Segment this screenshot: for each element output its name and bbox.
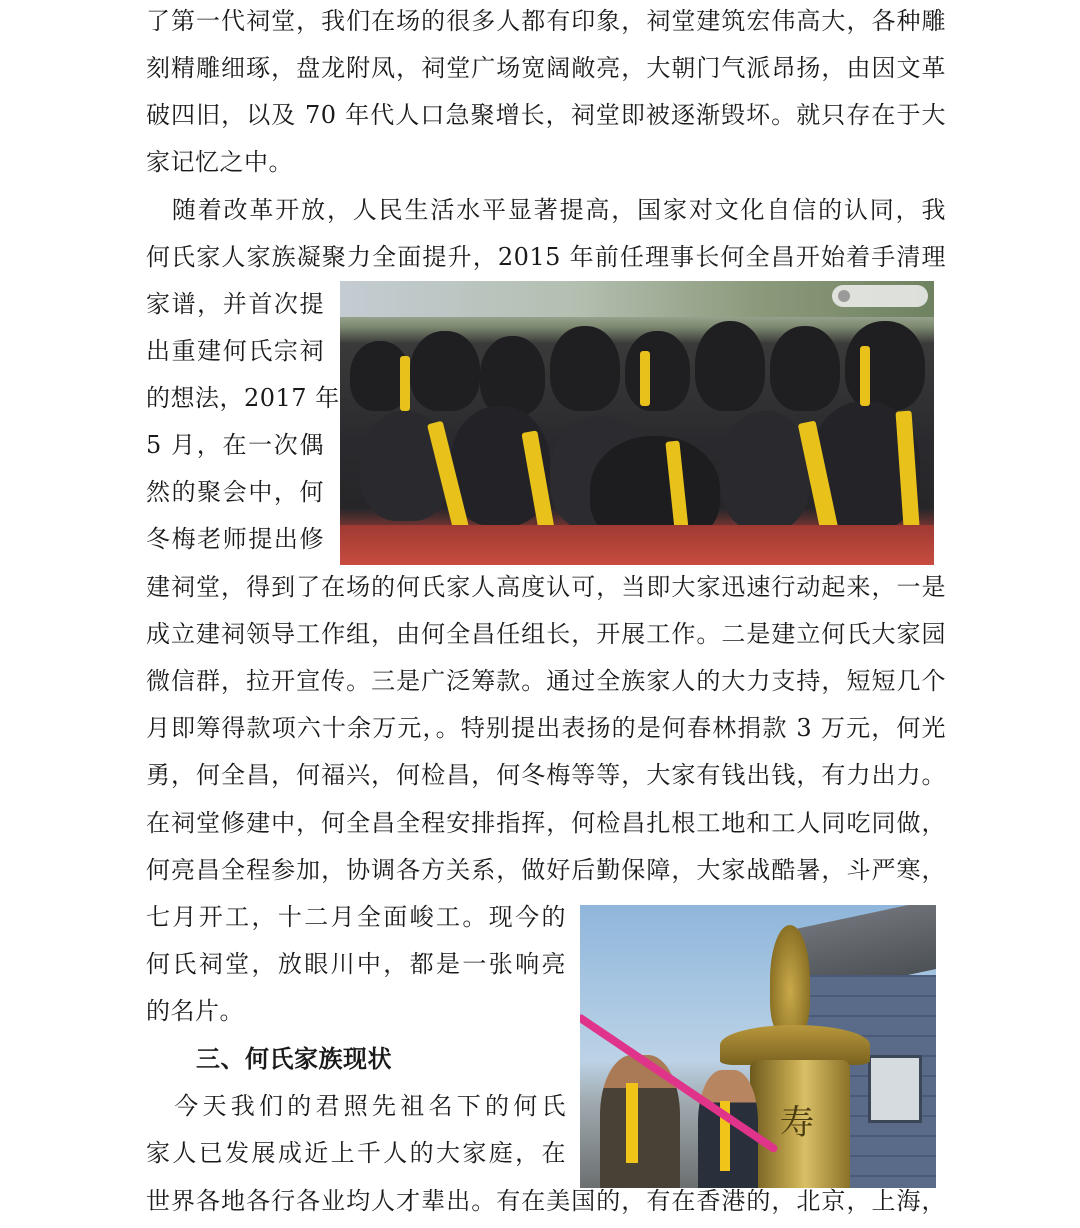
photo-sash [640, 351, 650, 406]
paragraph-line: 家人已发展成近上千人的大家庭，在 [146, 1139, 566, 1167]
watermark-badge [832, 285, 928, 307]
paragraph-line: 微信群，拉开宣传。三是广泛筹款。通过全族家人的大力支持，短短几个 [146, 667, 946, 695]
paragraph-line: 出重建何氏宗祠 [146, 337, 324, 365]
photo-figure [845, 321, 925, 411]
photo-figure [625, 331, 690, 411]
paragraph-line: 然的聚会中，何 [146, 478, 324, 506]
paragraph-line: 家谱，并首次提 [146, 290, 324, 318]
paragraph-line: 何氏祠堂，放眼川中，都是一张响亮 [146, 950, 566, 978]
paragraph-line: 建祠堂，得到了在场的何氏家人高度认可，当即大家迅速行动起来，一是 [146, 573, 946, 601]
photo-sash [626, 1083, 638, 1163]
paragraph-line: 了第一代祠堂，我们在场的很多人都有印象，祠堂建筑宏伟高大，各种雕 [146, 7, 946, 35]
photo-figure [550, 326, 620, 411]
ceremony-photo [340, 281, 934, 565]
avatar-icon [838, 290, 850, 302]
photo-figure [695, 321, 765, 411]
section-heading: 三、何氏家族现状 [196, 1044, 392, 1073]
paragraph-line: 月即筹得款项六十余万元，。特别提出表扬的是何春林捐款 3 万元，何光 [146, 714, 946, 742]
paragraph-line: 成立建祠领导工作组，由何全昌任组长，开展工作。二是建立何氏大家园 [146, 620, 946, 648]
paragraph-line: 七月开工，十二月全面峻工。现今的 [146, 903, 566, 931]
paragraph-line: 刻精雕细琢，盘龙附凤，祠堂广场宽阔敞亮，大朝门气派昂扬，由因文革 [146, 54, 946, 82]
paragraph-line: 何亮昌全程参加，协调各方关系，做好后勤保障，大家战酷暑，斗严寒， [146, 856, 946, 884]
paragraph-line: 今天我们的君照先祖名下的何氏 [146, 1092, 566, 1120]
paragraph-line: 随着改革开放，人民生活水平显著提高，国家对文化自信的认同，我 [146, 196, 946, 224]
photo-window [868, 1055, 922, 1123]
incense-burner-photo [580, 905, 936, 1188]
photo-figure [720, 411, 810, 531]
photo-figure [770, 326, 840, 411]
photo-sash [400, 356, 410, 411]
paragraph-line: 在祠堂修建中，何全昌全程安排指挥，何检昌扎根工地和工人同吃同做， [146, 809, 946, 837]
burner-glyph: 寿 [780, 1103, 814, 1143]
red-carpet [340, 525, 934, 565]
photo-figure [410, 331, 480, 411]
paragraph-line: 勇，何全昌，何福兴，何检昌，何冬梅等等，大家有钱出钱，有力出力。 [146, 761, 946, 789]
paragraph-line: 破四旧，以及 70 年代人口急聚增长，祠堂即被逐渐毁坏。就只存在于大 [146, 101, 946, 129]
paragraph-line: 5 月，在一次偶 [146, 431, 324, 459]
burner-cap [720, 1025, 870, 1065]
paragraph-line: 冬梅老师提出修 [146, 525, 324, 553]
photo-figure [480, 336, 545, 416]
photo-sash [860, 346, 870, 406]
paragraph-line: 何氏家人家族凝聚力全面提升，2015 年前任理事长何全昌开始着手清理 [146, 243, 946, 271]
paragraph-line: 的想法，2017 年 [146, 384, 340, 412]
paragraph-line: 世界各地各行各业均人才辈出。有在美国的，有在香港的，北京，上海， [146, 1187, 946, 1215]
paragraph-line: 家记忆之中。 [146, 148, 293, 176]
paragraph-line: 的名片。 [146, 997, 244, 1025]
burner-finial [770, 925, 810, 1035]
